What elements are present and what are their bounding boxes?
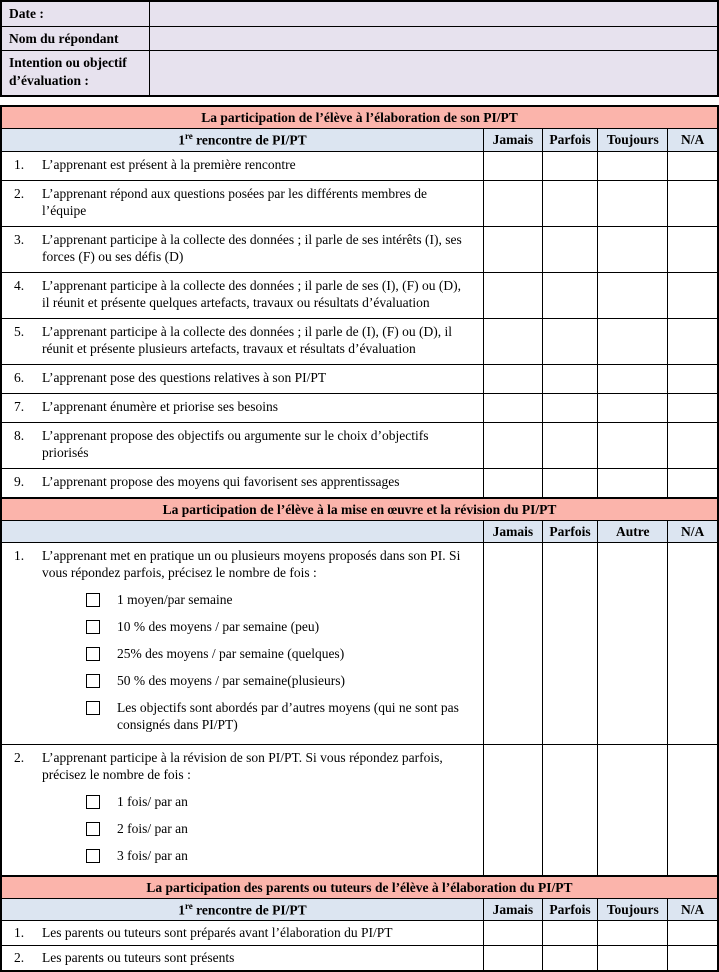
- answer-cell[interactable]: [598, 542, 668, 744]
- answer-cell[interactable]: [483, 542, 542, 744]
- option-item: [86, 618, 479, 635]
- answer-cell[interactable]: [483, 180, 542, 226]
- option-item: [86, 847, 479, 864]
- answer-cell[interactable]: [542, 744, 597, 876]
- question-number: 1.: [14, 547, 25, 563]
- answer-cell[interactable]: [598, 946, 668, 972]
- checkbox-icon[interactable]: [86, 822, 100, 836]
- answer-cell[interactable]: [542, 393, 597, 422]
- option-list: [86, 591, 479, 733]
- sub-header-row: [1, 520, 718, 542]
- ordinal-superscript: re: [184, 131, 193, 142]
- answer-cell[interactable]: [483, 151, 542, 180]
- option-label: Les objectifs sont abordés par d’autres moyens (qui ne sont pas consignés dans PI/PT): [117, 699, 459, 732]
- question-number: 7.: [14, 398, 25, 414]
- answer-cell[interactable]: [542, 226, 597, 272]
- answer-cell[interactable]: [598, 921, 668, 946]
- section-title-eleve-mise-en-oeuvre: La participation de l’élève à la mise en œuvre et la révision du PI/PT: [1, 498, 718, 521]
- answer-cell[interactable]: [668, 422, 718, 468]
- column-header-parfois: Parfois: [542, 520, 597, 542]
- question-number: 1.: [14, 156, 25, 172]
- answer-cell[interactable]: [483, 318, 542, 364]
- question-row: [1, 468, 718, 498]
- answer-cell[interactable]: [668, 151, 718, 180]
- meta-label-repondant: Nom du répondant: [1, 26, 149, 51]
- answer-cell[interactable]: [542, 151, 597, 180]
- column-header-na: N/A: [668, 898, 718, 921]
- option-item: [86, 672, 479, 689]
- answer-cell[interactable]: [598, 422, 668, 468]
- question-text: L’apprenant participe à la révision de son PI/PT. Si vous répondez parfois, précisez le nombre de fois :: [42, 749, 443, 782]
- answer-cell[interactable]: [483, 272, 542, 318]
- question-row: [1, 318, 718, 364]
- subheader-empty: [1, 520, 483, 542]
- option-item: [86, 820, 479, 837]
- answer-cell[interactable]: [483, 744, 542, 876]
- answer-cell[interactable]: [483, 468, 542, 498]
- answer-cell[interactable]: [668, 921, 718, 946]
- meta-row: [1, 26, 718, 51]
- section-title-parents-elaboration: La participation des parents ou tuteurs de l’élève à l’élaboration du PI/PT: [1, 876, 718, 899]
- question-row: [1, 180, 718, 226]
- question-number: 5.: [14, 323, 25, 339]
- option-item: [86, 591, 479, 608]
- question-text: L’apprenant est présent à la première rencontre: [42, 156, 296, 172]
- option-label: 1 moyen/par semaine: [117, 591, 233, 607]
- column-header-na: N/A: [668, 129, 718, 152]
- answer-cell[interactable]: [598, 364, 668, 393]
- checkbox-icon[interactable]: [86, 620, 100, 634]
- checkbox-icon[interactable]: [86, 795, 100, 809]
- question-number: 8.: [14, 427, 25, 443]
- option-item: [86, 699, 479, 733]
- answer-cell[interactable]: [598, 272, 668, 318]
- column-header-na: N/A: [668, 520, 718, 542]
- meta-row: [1, 1, 718, 26]
- meta-table: [0, 0, 719, 97]
- evaluation-table: [0, 105, 719, 972]
- option-label: 50 % des moyens / par semaine(plusieurs): [117, 672, 345, 688]
- option-label: 25% des moyens / par semaine (quelques): [117, 645, 345, 661]
- answer-cell[interactable]: [668, 226, 718, 272]
- option-label: 1 fois/ par an: [117, 793, 188, 809]
- question-text: L’apprenant participe à la collecte des données ; il parle de ses (I), (F) ou (D), il réunit et présente quelques artefacts, travaux ou résultats d’évaluation: [42, 277, 461, 310]
- section-title-eleve-elaboration: La participation de l’élève à l’élaboration de son PI/PT: [1, 106, 718, 129]
- option-label: 2 fois/ par an: [117, 820, 188, 836]
- column-header-parfois: Parfois: [542, 898, 597, 921]
- question-number: 1.: [14, 925, 25, 941]
- option-list: [86, 793, 479, 864]
- answer-cell[interactable]: [598, 393, 668, 422]
- column-header-parfois: Parfois: [542, 129, 597, 152]
- question-number: 4.: [14, 277, 25, 293]
- column-header-toujours: Toujours: [598, 898, 668, 921]
- meta-label-intention: Intention ou objectif d’évaluation :: [1, 51, 149, 97]
- question-number: 2.: [14, 749, 25, 765]
- question-row: [1, 364, 718, 393]
- question-text: L’apprenant pose des questions relatives à son PI/PT: [42, 369, 327, 385]
- section-header-row: [1, 106, 718, 129]
- meta-value-date[interactable]: [149, 1, 718, 26]
- sub-header-row: [1, 129, 718, 152]
- question-row: [1, 921, 718, 946]
- answer-cell[interactable]: [542, 364, 597, 393]
- answer-cell[interactable]: [598, 226, 668, 272]
- question-text: L’apprenant énumère et priorise ses besoins: [42, 398, 279, 414]
- meta-row: [1, 51, 718, 97]
- checkbox-icon[interactable]: [86, 593, 100, 607]
- answer-cell[interactable]: [598, 744, 668, 876]
- answer-cell[interactable]: [668, 364, 718, 393]
- answer-cell[interactable]: [668, 272, 718, 318]
- subheader-rencontre: 1re rencontre de PI/PT: [1, 129, 483, 152]
- answer-cell[interactable]: [668, 318, 718, 364]
- answer-cell[interactable]: [483, 226, 542, 272]
- option-label: 10 % des moyens / par semaine (peu): [117, 618, 320, 634]
- section-header-row: [1, 498, 718, 521]
- question-row: [1, 226, 718, 272]
- answer-cell[interactable]: [598, 151, 668, 180]
- option-label: 3 fois/ par an: [117, 847, 188, 863]
- answer-cell[interactable]: [668, 946, 718, 972]
- question-row: [1, 744, 718, 876]
- question-number: 2.: [14, 185, 25, 201]
- question-number: 9.: [14, 473, 25, 489]
- checkbox-icon[interactable]: [86, 701, 100, 715]
- answer-cell[interactable]: [542, 180, 597, 226]
- column-header-jamais: Jamais: [483, 898, 542, 921]
- question-text: Les parents ou tuteurs sont préparés avant l’élaboration du PI/PT: [42, 925, 393, 941]
- section-header-row: [1, 876, 718, 899]
- question-text: Les parents ou tuteurs sont présents: [42, 950, 235, 966]
- answer-cell[interactable]: [598, 180, 668, 226]
- question-number: 3.: [14, 231, 25, 247]
- question-text: L’apprenant met en pratique un ou plusieurs moyens proposés dans son PI. Si vous répondez parfois, précisez le nombre de fois :: [42, 547, 461, 580]
- question-text: L’apprenant participe à la collecte des données ; il parle de ses intérêts (I), ses forces (F) ou ses défis (D): [42, 231, 462, 264]
- question-number: 6.: [14, 369, 25, 385]
- ordinal-superscript: re: [184, 900, 193, 911]
- answer-cell[interactable]: [668, 542, 718, 744]
- question-text: L’apprenant propose des objectifs ou argumente sur le choix d’objectifs priorisés: [42, 427, 429, 460]
- answer-cell[interactable]: [542, 422, 597, 468]
- answer-cell[interactable]: [483, 364, 542, 393]
- question-row: [1, 151, 718, 180]
- answer-cell[interactable]: [542, 468, 597, 498]
- answer-cell[interactable]: [483, 422, 542, 468]
- answer-cell[interactable]: [542, 946, 597, 972]
- answer-cell[interactable]: [542, 542, 597, 744]
- question-row: [1, 422, 718, 468]
- answer-cell[interactable]: [668, 393, 718, 422]
- question-number: 2.: [14, 950, 25, 966]
- meta-label-date: Date :: [1, 1, 149, 26]
- option-item: [86, 645, 479, 662]
- answer-cell[interactable]: [483, 946, 542, 972]
- answer-cell[interactable]: [542, 921, 597, 946]
- checkbox-icon[interactable]: [86, 647, 100, 661]
- question-text: L’apprenant répond aux questions posées par les différents membres de l’équipe: [42, 185, 428, 218]
- question-row: [1, 272, 718, 318]
- option-item: [86, 793, 479, 810]
- answer-cell[interactable]: [668, 744, 718, 876]
- column-header-toujours: Toujours: [598, 129, 668, 152]
- answer-cell[interactable]: [668, 180, 718, 226]
- question-text: L’apprenant participe à la collecte des données ; il parle de (I), (F) ou (D), il réunit et présente plusieurs artefacts, travaux et résultats d’évaluation: [42, 323, 452, 356]
- checkbox-icon[interactable]: [86, 674, 100, 688]
- answer-cell[interactable]: [542, 272, 597, 318]
- checkbox-icon[interactable]: [86, 849, 100, 863]
- column-header-jamais: Jamais: [483, 129, 542, 152]
- answer-cell[interactable]: [483, 393, 542, 422]
- column-header-jamais: Jamais: [483, 520, 542, 542]
- question-row: [1, 393, 718, 422]
- answer-cell[interactable]: [542, 318, 597, 364]
- answer-cell[interactable]: [598, 468, 668, 498]
- meta-value-repondant[interactable]: [149, 26, 718, 51]
- answer-cell[interactable]: [483, 921, 542, 946]
- answer-cell[interactable]: [668, 468, 718, 498]
- column-header-autre: Autre: [598, 520, 668, 542]
- subheader-rencontre: 1re rencontre de PI/PT: [1, 898, 483, 921]
- question-text: L’apprenant propose des moyens qui favorisent ses apprentissages: [42, 473, 400, 489]
- question-row: [1, 946, 718, 972]
- meta-value-intention[interactable]: [149, 51, 718, 97]
- question-row: [1, 542, 718, 744]
- sub-header-row: [1, 898, 718, 921]
- answer-cell[interactable]: [598, 318, 668, 364]
